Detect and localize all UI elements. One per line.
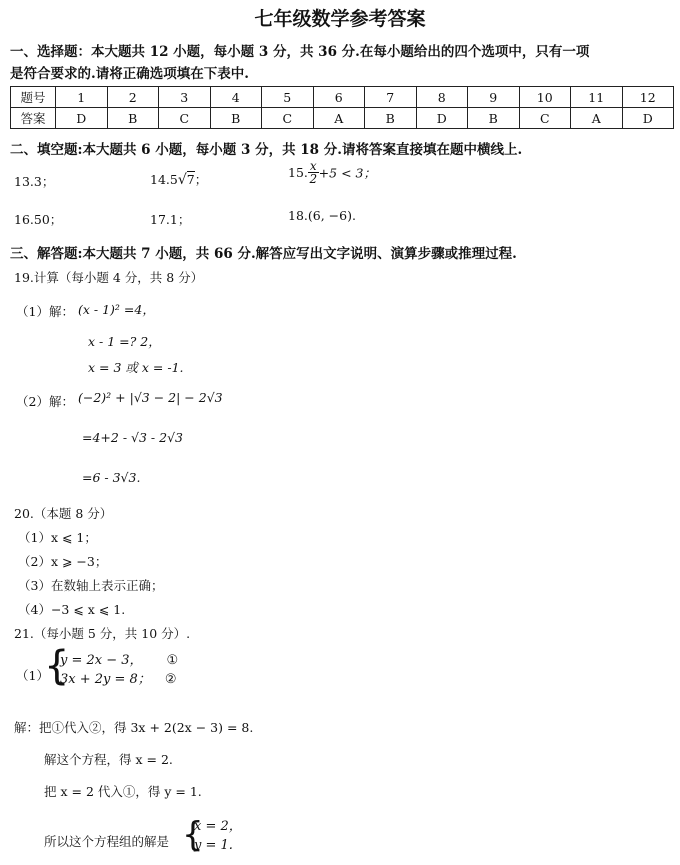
- table-cell: 4: [210, 87, 262, 108]
- q19-p1-line3: x = 3 或 x = -1.: [88, 360, 184, 375]
- q19-p2-label: （2）解：: [16, 394, 74, 409]
- table-cell: C: [519, 108, 571, 129]
- q21-step4: 所以这个方程组的解是: [44, 834, 170, 849]
- q21-step3: 把 x = 2 代入①，得 y = 1.: [44, 784, 202, 799]
- answer-table: [10, 86, 674, 129]
- table-cell: 3: [159, 87, 211, 108]
- q20-line3: （3）在数轴上表示正确；: [18, 578, 164, 593]
- section1-line1: 一、选择题：本大题共 12 小题，每小题 3 分，共 36 分.在每小题给出的四个选项中，只有一项: [10, 44, 590, 60]
- q19-p1-line2: x - 1 =? 2，: [88, 334, 161, 349]
- answer-15: 15. $\frac{x}{2}$ +5 < 3；: [288, 159, 376, 186]
- equation-system: [60, 652, 178, 690]
- table-row-numbers: [11, 87, 674, 108]
- section3-header: 三、解答题:本大题共 7 小题，共 66 分.解答应写出文字说明、演算步骤或推理过程.: [10, 246, 517, 262]
- table-cell: 2: [107, 87, 159, 108]
- q21-step1: 解：把①代入②，得 3x + 2(2x − 3) = 8.: [14, 720, 254, 735]
- q20-line2: （2）x ⩾ −3；: [18, 554, 108, 569]
- fraction: $\frac{x}{2}$: [309, 159, 318, 186]
- solution-system: [194, 818, 242, 856]
- table-cell: 8: [416, 87, 468, 108]
- table-cell: C: [262, 108, 314, 129]
- table-cell: D: [416, 108, 468, 129]
- answer-13: 13.3；: [14, 174, 55, 189]
- table-cell: 5: [262, 87, 314, 108]
- q19-p2-line3: =6 - 3√3.: [82, 470, 141, 485]
- section2-header: 二、填空题:本大题共 6 小题，每小题 3 分，共 18 分.请将答案直接填在题中横线上.: [10, 142, 523, 158]
- answer-16: 16.50；: [14, 212, 63, 227]
- equation-2: 3x + 2y = 8； ②: [60, 671, 177, 687]
- q19-title: 19.计算（每小题 4 分，共 8 分）: [14, 270, 204, 285]
- table-row-answers: [11, 108, 674, 129]
- answer-17: 17.1；: [150, 212, 191, 227]
- table-cell: 9: [468, 87, 520, 108]
- solution-x: x = 2，: [194, 819, 242, 834]
- q19-p2-line1: (−2)² + |√3 − 2| − 2√3: [78, 390, 223, 405]
- table-cell: 10: [519, 87, 571, 108]
- solution-y: y = 1.: [194, 837, 233, 853]
- table-head-answer: 答案: [11, 108, 56, 129]
- page-title: 七年级数学参考答案: [254, 8, 426, 30]
- table-head-number: 题号: [11, 87, 56, 108]
- table-cell: D: [56, 108, 108, 129]
- answer-14: 14.5√7；: [150, 172, 208, 188]
- table-cell: 1: [56, 87, 108, 108]
- table-cell: A: [313, 108, 365, 129]
- q19-p1-line1: (x - 1)² =4，: [78, 302, 155, 317]
- solution-brace: {: [182, 815, 204, 855]
- equation-1: y = 2x − 3， ①: [60, 653, 179, 668]
- table-cell: C: [159, 108, 211, 129]
- table-cell: 7: [365, 87, 417, 108]
- system-brace: {: [44, 643, 70, 689]
- q21-title: 21.（每小题 5 分，共 10 分）.: [14, 626, 191, 641]
- table-cell: 12: [622, 87, 674, 108]
- q20-line1: （1）x ⩽ 1；: [18, 530, 97, 545]
- q20-title: 20.（本题 8 分）: [14, 506, 113, 521]
- answer-18: 18.(6, −6).: [288, 208, 356, 223]
- table-cell: B: [468, 108, 520, 129]
- q19-p2-line2: =4+2 - √3 - 2√3: [82, 430, 183, 445]
- q20-line4: （4）−3 ⩽ x ⩽ 1.: [18, 602, 126, 617]
- table-cell: B: [107, 108, 159, 129]
- table-cell: 6: [313, 87, 365, 108]
- q21-p1-label: （1）: [16, 668, 49, 683]
- table-cell: A: [571, 108, 623, 129]
- table-cell: B: [365, 108, 417, 129]
- table-cell: D: [622, 108, 674, 129]
- section1-line2: 是符合要求的.请将正确选项填在下表中.: [10, 66, 249, 82]
- q19-p1-label: （1）解：: [16, 304, 74, 319]
- table-cell: 11: [571, 87, 623, 108]
- q21-step2: 解这个方程，得 x = 2.: [44, 752, 173, 767]
- table-cell: B: [210, 108, 262, 129]
